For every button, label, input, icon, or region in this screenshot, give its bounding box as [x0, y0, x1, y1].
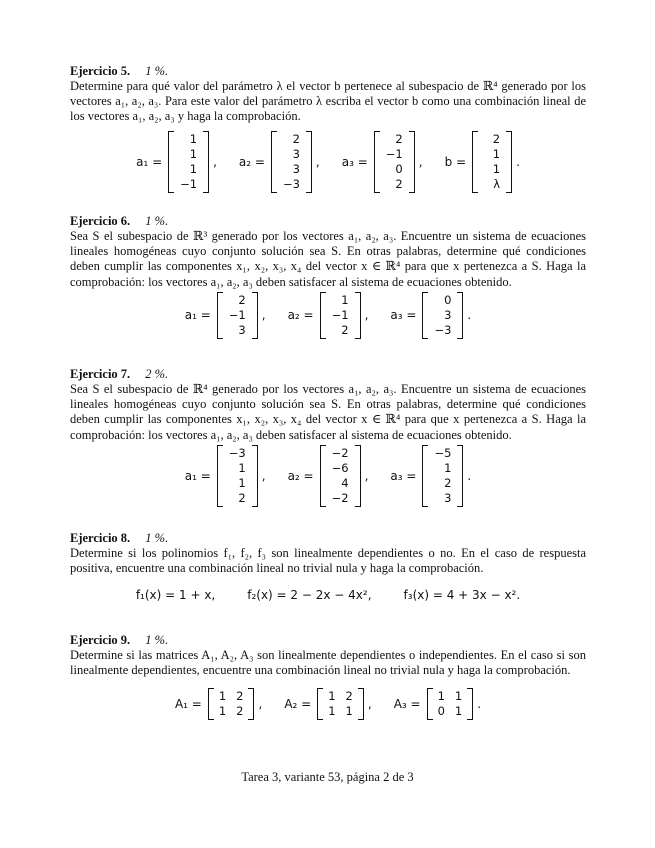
- exercise-5: [70, 64, 586, 214]
- matrix: [208, 688, 255, 720]
- right-bracket: [252, 445, 258, 507]
- vector-label: a₁ =: [184, 468, 211, 483]
- vector-entry: −5: [434, 445, 452, 460]
- vector-entry: 1: [341, 292, 349, 307]
- exercise-7-weight: 2 %.: [145, 367, 169, 381]
- matrix-0: [175, 688, 262, 720]
- matrix-entry: 2: [345, 689, 353, 704]
- matrix-entry: 1: [345, 704, 353, 719]
- matrix-entry: 1: [454, 689, 463, 704]
- vector-2: [342, 131, 423, 193]
- vector-entries: [326, 445, 355, 507]
- right-bracket: [409, 131, 415, 193]
- vector-entry: 0: [444, 292, 452, 307]
- vector-entry: 3: [238, 322, 246, 337]
- exercise-5-weight: 1 %.: [145, 64, 169, 78]
- punctuation: .: [467, 308, 472, 323]
- exercise-8: [70, 531, 586, 633]
- matrix-entry: 1: [328, 689, 336, 704]
- right-bracket: [358, 688, 364, 720]
- matrix-1: [284, 688, 371, 720]
- vector-entry: 3: [444, 307, 452, 322]
- matrix-entry: 1: [454, 704, 463, 719]
- vector-entry: 2: [292, 131, 300, 146]
- exercise-5-header: [70, 64, 586, 79]
- vector-entries: [326, 292, 355, 339]
- column-vector: [422, 445, 463, 507]
- vector-entries: [428, 445, 457, 507]
- column-vector: [217, 445, 258, 507]
- matrix-entry: 1: [218, 689, 227, 704]
- exercise-8-weight: 1 %.: [145, 531, 169, 545]
- exercise-6-vectors: [70, 292, 586, 339]
- exercise-6: [70, 214, 586, 367]
- exercise-7-title: Ejercicio 7.: [70, 367, 131, 381]
- vector-entry: −2: [331, 490, 349, 505]
- right-bracket: [355, 292, 361, 339]
- punctuation: ,: [364, 308, 369, 323]
- exercise-5-title: Ejercicio 5.: [70, 64, 131, 78]
- punctuation: ,: [213, 154, 217, 169]
- vector-entry: −3: [228, 445, 246, 460]
- vector-label: a₁ =: [136, 154, 163, 169]
- vector-entries: [174, 131, 203, 193]
- vector-entry: 2: [444, 475, 452, 490]
- column-vector: [217, 292, 258, 339]
- vector-entry: −1: [180, 176, 198, 191]
- column-vector: [374, 131, 415, 193]
- vector-entry: 1: [189, 131, 198, 146]
- exercise-7-header: [70, 367, 586, 382]
- vector-1: [288, 292, 369, 339]
- vector-entry: 1: [189, 161, 198, 176]
- vector-2: [390, 292, 471, 339]
- vector-label: a₂ =: [287, 468, 314, 483]
- column-vector: [422, 292, 463, 339]
- vector-entry: 1: [238, 460, 246, 475]
- vector-entry: −3: [434, 322, 452, 337]
- exercise-6-weight: 1 %.: [145, 214, 169, 228]
- polynomial-f2: f₂(x) = 2 − 2x − 4x²,: [247, 588, 372, 603]
- exercise-8-header: [70, 531, 586, 546]
- polynomial-f3: f₃(x) = 4 + 3x − x².: [403, 588, 521, 603]
- vector-label: a₃ =: [341, 154, 368, 169]
- exercise-9-header: [70, 633, 586, 648]
- matrix-entries: [214, 688, 249, 720]
- vector-entry: −3: [282, 176, 300, 191]
- punctuation: ,: [315, 154, 320, 169]
- matrix-label: A₁ =: [174, 697, 202, 712]
- exercise-8-title: Ejercicio 8.: [70, 531, 131, 545]
- vector-entry: 2: [238, 292, 246, 307]
- exercise-6-title: Ejercicio 6.: [70, 214, 131, 228]
- punctuation: .: [516, 154, 520, 169]
- vector-entry: 1: [444, 460, 452, 475]
- vector-entry: 1: [492, 161, 501, 176]
- vector-entry: 2: [492, 131, 501, 146]
- column-vector: [320, 445, 361, 507]
- column-vector: [271, 131, 312, 193]
- matrix-label: A₂ =: [284, 697, 312, 712]
- exercise-9-title: Ejercicio 9.: [70, 633, 131, 647]
- matrix-entry: 1: [218, 704, 227, 719]
- punctuation: ,: [261, 468, 266, 483]
- vector-entry: 1: [238, 475, 246, 490]
- right-bracket: [252, 292, 258, 339]
- punctuation: ,: [258, 697, 263, 712]
- vector-entry: 4: [341, 475, 349, 490]
- vector-entry: 2: [341, 322, 349, 337]
- matrix-entry: 2: [236, 704, 244, 719]
- vector-entry: −1: [228, 307, 246, 322]
- vector-1: [288, 445, 369, 507]
- vector-label: a₃ =: [390, 468, 417, 483]
- right-bracket: [355, 445, 361, 507]
- vector-0: [185, 292, 266, 339]
- vector-entries: [223, 445, 252, 507]
- vector-3: [445, 131, 520, 193]
- exercise-8-text: Determine si los polinomios f₁, f₂, f₃ son linealmente dependientes o no. En el caso de respuesta positiva, encuentre una combinación lineal no trivial nula y haga la comprobación.: [70, 546, 586, 576]
- vector-entry: 1: [492, 146, 501, 161]
- vector-entry: −1: [331, 307, 349, 322]
- column-vector: [472, 131, 512, 193]
- vector-entry: 0: [395, 161, 403, 176]
- right-bracket: [203, 131, 209, 193]
- vector-entry: 2: [395, 131, 403, 146]
- vector-entries: [428, 292, 457, 339]
- matrix-entry: 2: [236, 689, 244, 704]
- vector-entries: [380, 131, 409, 193]
- exercise-7-vectors: [70, 445, 586, 507]
- column-vector: [168, 131, 209, 193]
- vector-entry: 3: [444, 490, 452, 505]
- right-bracket: [457, 445, 463, 507]
- vector-entry: λ: [493, 176, 501, 191]
- vector-entry: 2: [395, 176, 403, 191]
- vector-label: a₂ =: [287, 308, 314, 323]
- vector-0: [185, 445, 266, 507]
- punctuation: ,: [261, 308, 266, 323]
- matrix-entry: 0: [437, 704, 445, 719]
- punctuation: ,: [364, 468, 369, 483]
- vector-entries: [277, 131, 306, 193]
- punctuation: .: [467, 468, 472, 483]
- exercise-9-text: Determine si las matrices A₁, A₂, A₃ son linealmente dependientes o independientes. En el caso si son linealmente dependientes, encuentre una combinación lineal no trivial nula y haga la comprobación.: [70, 648, 586, 678]
- page-body: [70, 64, 586, 720]
- exercise-5-vectors: [70, 131, 586, 193]
- exercise-9-weight: 1 %.: [145, 633, 169, 647]
- exercise-7-text: Sea S el subespacio de ℝ⁴ generado por los vectores a₁, a₂, a₃. Encuentre un sistema de ecuaciones lineales homogéneas cuyo conjunto solución sea S. En otras palabras, determine qué condiciones deben cumplir las componentes x₁, x₂, x₃, x₄ del vector x ∈ ℝ⁴ para que x pertenezca a S. Haga la comprobación: los vectores a₁, a₂, a₃ deben satisfacer al sistema de ecuaciones obtenido.: [70, 382, 586, 442]
- punctuation: .: [477, 697, 482, 712]
- vector-label: a₂ =: [238, 154, 265, 169]
- matrix-label: A₃ =: [393, 697, 421, 712]
- matrix-entries: [323, 688, 358, 720]
- matrix: [427, 688, 474, 720]
- vector-2: [390, 445, 471, 507]
- right-bracket: [506, 131, 512, 193]
- page-footer: Tarea 3, variante 53, página 2 de 3: [241, 770, 414, 784]
- exercise-6-header: [70, 214, 586, 229]
- vector-label: a₁ =: [184, 308, 211, 323]
- polynomial-f1: f₁(x) = 1 + x,: [135, 588, 216, 603]
- right-bracket: [306, 131, 312, 193]
- vector-entries: [223, 292, 252, 339]
- vector-entry: −6: [331, 460, 349, 475]
- exercise-6-text: Sea S el subespacio de ℝ³ generado por los vectores a₁, a₂, a₃. Encuentre un sistema de ecuaciones lineales homogéneas cuyo conjunto solución sea S. En otras palabras, determine qué condiciones deben cumplir las componentes x₁, x₂, x₃, x₄ del vector x ∈ ℝ⁴ para que x pertenezca a S. Haga la comprobación: los vectores a₁, a₂, a₃ deben satisfacer al sistema de ecuaciones obtenido.: [70, 229, 586, 289]
- vector-entry: 2: [238, 490, 246, 505]
- vector-0: [136, 131, 217, 193]
- matrix-2: [394, 688, 481, 720]
- right-bracket: [248, 688, 254, 720]
- matrix: [317, 688, 364, 720]
- matrix-entry: 1: [328, 704, 336, 719]
- right-bracket: [467, 688, 473, 720]
- exercise-8-polynomials: [70, 588, 586, 602]
- vector-entry: 3: [292, 146, 300, 161]
- vector-label: a₃ =: [390, 308, 417, 323]
- vector-entries: [478, 131, 506, 193]
- exercise-9-matrices: [70, 688, 586, 720]
- vector-entry: −2: [331, 445, 349, 460]
- punctuation: ,: [418, 154, 423, 169]
- exercise-9: [70, 633, 586, 720]
- matrix-entry: 1: [437, 689, 445, 704]
- vector-1: [239, 131, 320, 193]
- exercise-5-text: Determine para qué valor del parámetro λ el vector b pertenece al subespacio de ℝ⁴ generado por los vectores a₁, a₂, a₃. Para este valor del parámetro λ escriba el vector b como una combinación lineal de los vectores a₁, a₂, a₃ y haga la comprobación.: [70, 79, 586, 124]
- column-vector: [320, 292, 361, 339]
- right-bracket: [457, 292, 463, 339]
- vector-entry: 1: [189, 146, 198, 161]
- vector-label: b =: [444, 154, 467, 169]
- punctuation: ,: [367, 697, 372, 712]
- vector-entry: −1: [385, 146, 403, 161]
- exercise-7: [70, 367, 586, 531]
- matrix-entries: [433, 688, 468, 720]
- vector-entry: 3: [292, 161, 300, 176]
